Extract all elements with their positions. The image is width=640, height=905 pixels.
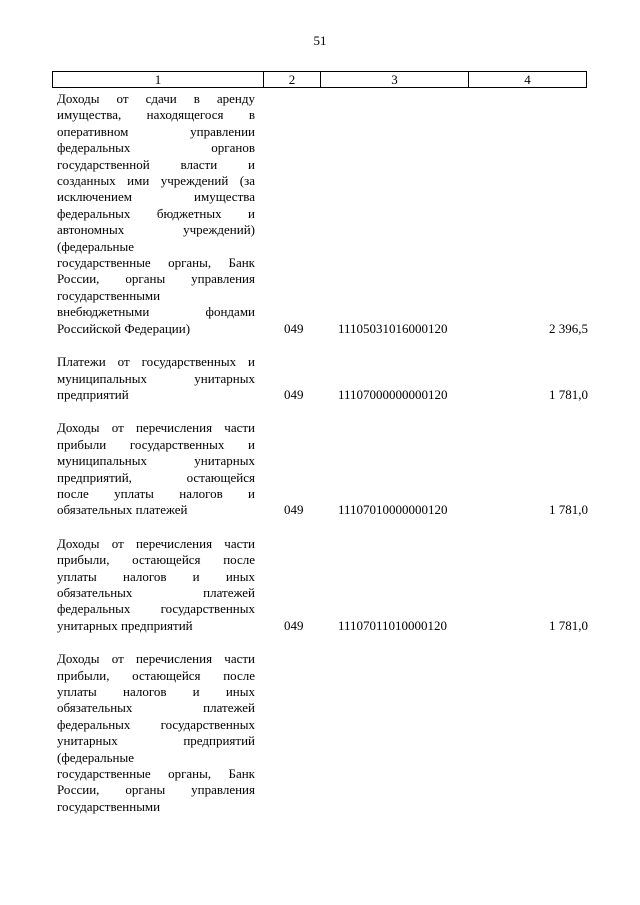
description-line: Доходы от перечисления части <box>57 535 255 551</box>
description-line: внебюджетными фондами <box>57 304 255 320</box>
description-line: обязательных платежей <box>57 584 255 600</box>
description-line: государственными <box>57 798 161 814</box>
description-line: исключением имущества <box>57 189 255 205</box>
description-line: предприятий, остающейся <box>57 469 255 485</box>
income-description <box>57 91 255 337</box>
description-line: автономных учреждений) <box>57 222 255 238</box>
description-line: государственные органы, Банк <box>57 255 255 271</box>
budget-classification-code: 11107011010000120 <box>338 617 448 633</box>
description-line: унитарных предприятий <box>57 617 193 633</box>
column-header-2: 2 <box>264 72 321 88</box>
amount-value: 1 781,0 <box>549 386 588 402</box>
description-line: имущества, находящегося в <box>57 107 255 123</box>
admin-code: 049 <box>284 617 304 633</box>
description-line: муниципальных унитарных <box>57 370 255 386</box>
description-line: федеральных государственных <box>57 716 255 732</box>
admin-code: 049 <box>284 320 304 336</box>
description-line: государственной власти и <box>57 156 255 172</box>
column-header-3: 3 <box>321 72 469 88</box>
table-row <box>0 91 640 337</box>
description-line: Доходы от сдачи в аренду <box>57 91 255 106</box>
description-line: обязательных платежей <box>57 502 188 518</box>
description-line: России, органы управления <box>57 782 255 798</box>
column-header-4: 4 <box>469 72 587 88</box>
description-line: муниципальных унитарных <box>57 453 255 469</box>
description-line: федеральных бюджетных и <box>57 205 255 221</box>
income-description <box>57 354 255 403</box>
description-line: обязательных платежей <box>57 700 255 716</box>
description-line: федеральных органов <box>57 140 255 156</box>
table-row <box>0 354 640 403</box>
income-rows <box>0 91 640 815</box>
description-line: после уплаты налогов и <box>57 485 255 501</box>
income-description <box>57 536 255 634</box>
description-line: (федеральные <box>57 238 134 254</box>
description-line: Доходы от перечисления части <box>57 420 255 436</box>
budget-classification-code: 11107000000000120 <box>338 386 448 402</box>
description-line: России, органы управления <box>57 271 255 287</box>
income-description <box>57 651 255 815</box>
description-line: уплаты налогов и иных <box>57 684 255 699</box>
description-line: государственные органы, Банк <box>57 766 255 782</box>
column-header-1: 1 <box>53 72 264 88</box>
description-line: оперативном управлении <box>57 123 255 139</box>
admin-code: 049 <box>284 502 304 518</box>
description-line: (федеральные <box>57 749 134 765</box>
description-line: уплаты налогов и иных <box>57 568 255 584</box>
table-row <box>0 420 640 518</box>
description-line: государственными <box>57 287 161 303</box>
description-line: прибыли, остающейся после <box>57 667 255 683</box>
amount-value: 1 781,0 <box>549 502 588 518</box>
page-number: 51 <box>313 33 327 48</box>
description-line: Платежи от государственных и <box>57 354 255 370</box>
amount-value: 1 781,0 <box>549 617 588 633</box>
admin-code: 049 <box>284 386 304 402</box>
description-line: Доходы от перечисления части <box>57 651 255 667</box>
description-line: созданных ими учреждений (за <box>57 173 255 189</box>
description-line: Российской Федерации) <box>57 320 191 336</box>
table-row <box>0 536 640 634</box>
budget-classification-code: 11105031016000120 <box>338 320 448 336</box>
amount-value: 2 396,5 <box>549 320 588 336</box>
budget-classification-code: 11107010000000120 <box>338 502 448 518</box>
description-line: прибыли государственных и <box>57 436 255 452</box>
description-line: прибыли, остающейся после <box>57 552 255 568</box>
income-description <box>57 420 255 518</box>
table-row <box>0 651 640 815</box>
description-line: предприятий <box>57 386 129 402</box>
column-header-table <box>52 71 587 88</box>
description-line: федеральных государственных <box>57 601 255 617</box>
description-line: унитарных предприятий <box>57 733 255 749</box>
